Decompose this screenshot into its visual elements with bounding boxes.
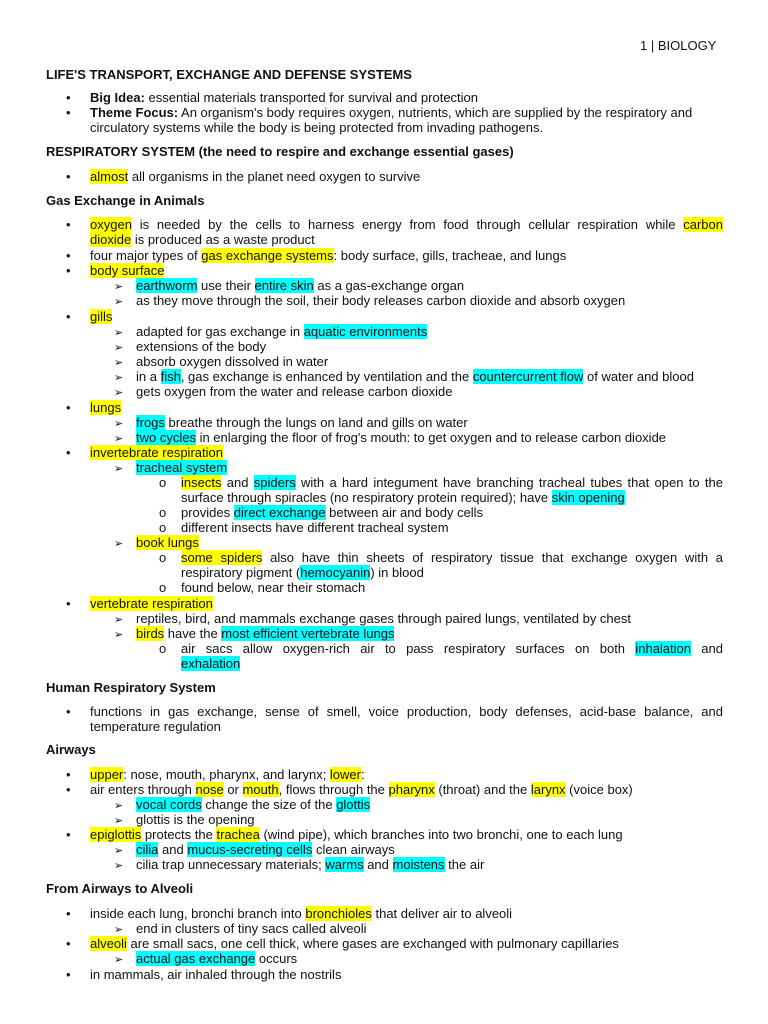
list-item: ➢ frogs breathe through the lungs on land and gills on water [136,415,468,430]
list-item: • alveoli are small sacs, one cell thick, where gases are exchanged with pulmonary capillaries [90,936,619,951]
list-item: o found below, near their stomach [181,580,365,595]
list-item: • epiglottis protects the trachea (wind pipe), which branches into two bronchi, one to each lung [90,827,623,842]
list-item: • in mammals, air inhaled through the nostrils [90,967,341,982]
list-item: • functions in gas exchange, sense of smell, voice production, body defenses, acid-base balance, and [90,704,723,719]
list-item: ➢ cilia and mucus-secreting cells clean airways [136,842,395,857]
list-item: ➢ glottis is the opening [136,812,255,827]
section-heading: Human Respiratory System [46,680,216,695]
list-item-continuation: surface through spiracles (no respiratory protein required); have skin opening [181,490,625,505]
section-heading: RESPIRATORY SYSTEM (the need to respire and exchange essential gases) [46,144,514,159]
list-item: • body surface [90,263,164,278]
section-heading: Gas Exchange in Animals [46,193,205,208]
list-item: ➢ vocal cords change the size of the glottis [136,797,370,812]
list-item: • vertebrate respiration [90,596,213,611]
list-item: • Big Idea: essential materials transported for survival and protection [90,90,478,105]
list-item: o air sacs allow oxygen-rich air to pass respiratory surfaces on both inhalation and [181,641,723,656]
list-item: • upper: nose, mouth, pharynx, and larynx; lower: [90,767,365,782]
list-item: ➢ two cycles in enlarging the floor of frog's mouth: to get oxygen and to release carbon dioxide [136,430,666,445]
section-heading: Airways [46,742,96,757]
section-heading: From Airways to Alveoli [46,881,194,896]
list-item: ➢ book lungs [136,535,199,550]
list-item: • air enters through nose or mouth, flows through the pharynx (throat) and the larynx (voice box) [90,782,633,797]
list-item: ➢ extensions of the body [136,339,266,354]
list-item-continuation: dioxide is produced as a waste product [90,232,315,247]
list-item: ➢ tracheal system [136,460,227,475]
list-item: • oxygen is needed by the cells to harness energy from food through cellular respiration while carbon [90,217,723,232]
list-item: • Theme Focus: An organism's body requires oxygen, nutrients, which are supplied by the respiratory and [90,105,692,120]
list-item: o insects and spiders with a hard integument have branching tracheal tubes that open to the [181,475,723,490]
list-item: • invertebrate respiration [90,445,223,460]
list-item: o some spiders also have thin sheets of respiratory tissue that exchange oxygen with a [181,550,723,565]
list-item: ➢ birds have the most efficient vertebrate lungs [136,626,394,641]
list-item: • almost all organisms in the planet need oxygen to survive [90,169,420,184]
list-item: • lungs [90,400,121,415]
list-item-continuation: temperature regulation [90,719,221,734]
list-item: • gills [90,309,112,324]
list-item: ➢ end in clusters of tiny sacs called alveoli [136,921,367,936]
document-title: LIFE'S TRANSPORT, EXCHANGE AND DEFENSE SYSTEMS [46,67,412,82]
list-item: ➢ reptiles, bird, and mammals exchange gases through paired lungs, ventilated by chest [136,611,631,626]
list-item: • four major types of gas exchange systems: body surface, gills, tracheae, and lungs [90,248,566,263]
list-item-continuation: respiratory pigment (hemocyanin) in blood [181,565,424,580]
list-item-continuation: circulatory systems while the body is being protected from invading pathogens. [90,120,544,135]
list-item-continuation: exhalation [181,656,241,671]
list-item: ➢ earthworm use their entire skin as a gas-exchange organ [136,278,464,293]
list-item: ➢ gets oxygen from the water and release carbon dioxide [136,384,453,399]
list-item: • inside each lung, bronchi branch into bronchioles that deliver air to alveoli [90,906,512,921]
list-item: o provides direct exchange between air and body cells [181,505,483,520]
list-item: o different insects have different tracheal system [181,520,449,535]
page-header: 1 | BIOLOGY [640,38,717,53]
list-item: ➢ in a fish, gas exchange is enhanced by ventilation and the countercurrent flow of water and blood [136,369,694,384]
list-item: ➢ absorb oxygen dissolved in water [136,354,328,369]
list-item: ➢ actual gas exchange occurs [136,951,297,966]
list-item: ➢ adapted for gas exchange in aquatic environments [136,324,427,339]
list-item: ➢ as they move through the soil, their body releases carbon dioxide and absorb oxygen [136,293,625,308]
list-item: ➢ cilia trap unnecessary materials; warms and moistens the air [136,857,484,872]
